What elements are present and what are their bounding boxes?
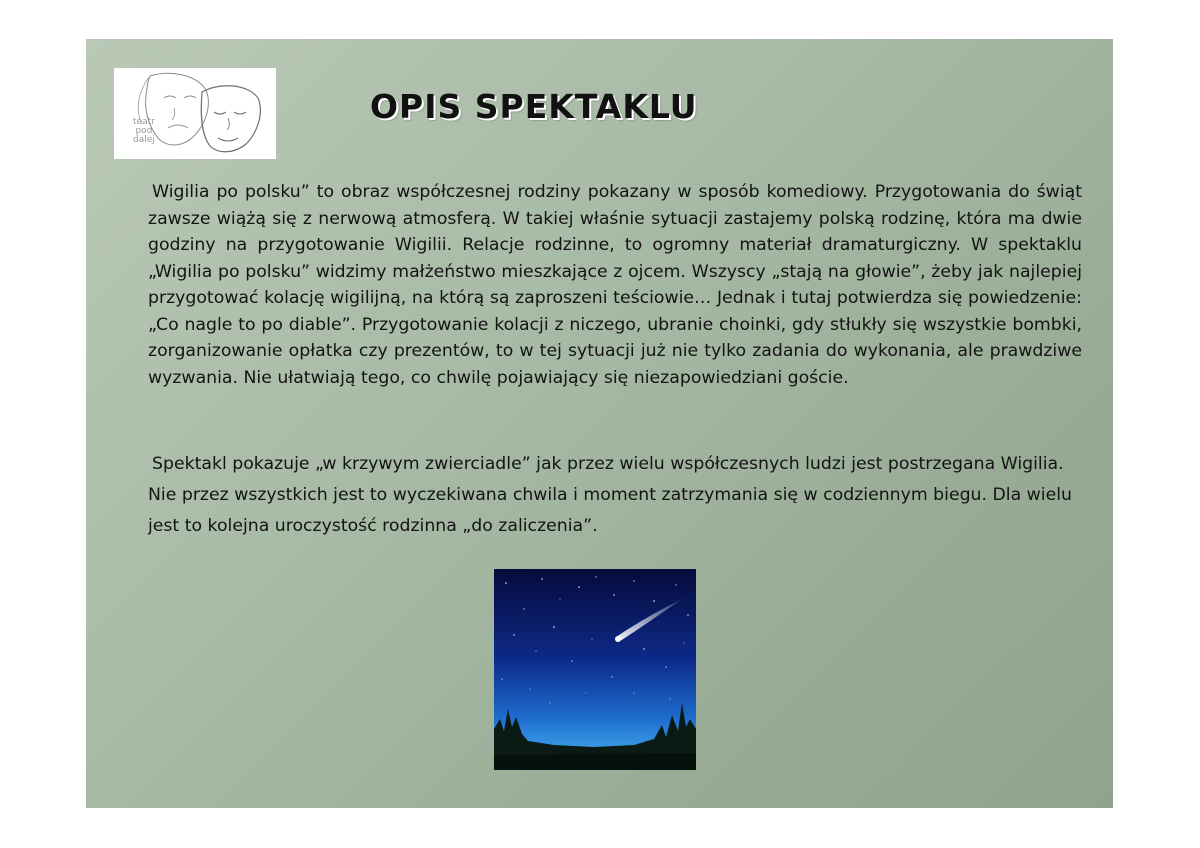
- theater-masks-icon: [114, 68, 276, 159]
- night-sky-comet-image: [494, 569, 696, 770]
- slide: [86, 39, 1113, 808]
- logo-line: teatr: [133, 117, 155, 127]
- description-paragraph: Wigilia po polsku” to obraz współczesnej rodziny pokazany w sposób komediowy. Przygotowania do świąt zawsze wiążą się z nerwową atmosferą. W takiej właśnie sytuacji zastajemy polską rodzinę, która ma dwie godziny na przygotowanie Wigilii. Relacje rodzinne, to ogromny materiał dramaturgiczny. W spektaklu „Wigilia po polsku” widzimy małżeństwo mieszkające z ojcem. Wszyscy „stają na głowie”, żeby jak najlepiej przygotować kolację wigilijną, na którą są zaproszeni teściowie… Jednak i tutaj potwierdza się powiedzenie: „Co nagle to po diable”. Przygotowanie kolacji z niczego, ubranie choinki, gdy stłukły się wszystkie bombki, zorganizowanie opłatka czy prezentów, to w tej sytuacji już nie tylko zadania do wykonania, ale prawdziwe wyzwania. Nie ułatwiają tego, co chwilę pojawiający się niezapowiedziani goście.: [148, 182, 1082, 388]
- logo-text: [133, 118, 155, 145]
- page-title: OPIS SPEKTAKLU: [370, 87, 698, 126]
- description-paragraph: Spektakl pokazuje „w krzywym zwierciadle” jak przez wielu współczesnych ludzi jest postrzegana Wigilia. Nie przez wszystkich jest to wyczekiwana chwila i moment zatrzymania się w codziennym biegu. Dla wielu jest to kolejna uroczystość rodzinna „do zaliczenia”.: [148, 454, 1072, 536]
- logo-line: dalej: [133, 135, 155, 145]
- theater-logo: [114, 68, 276, 159]
- logo-line: pod: [135, 126, 153, 136]
